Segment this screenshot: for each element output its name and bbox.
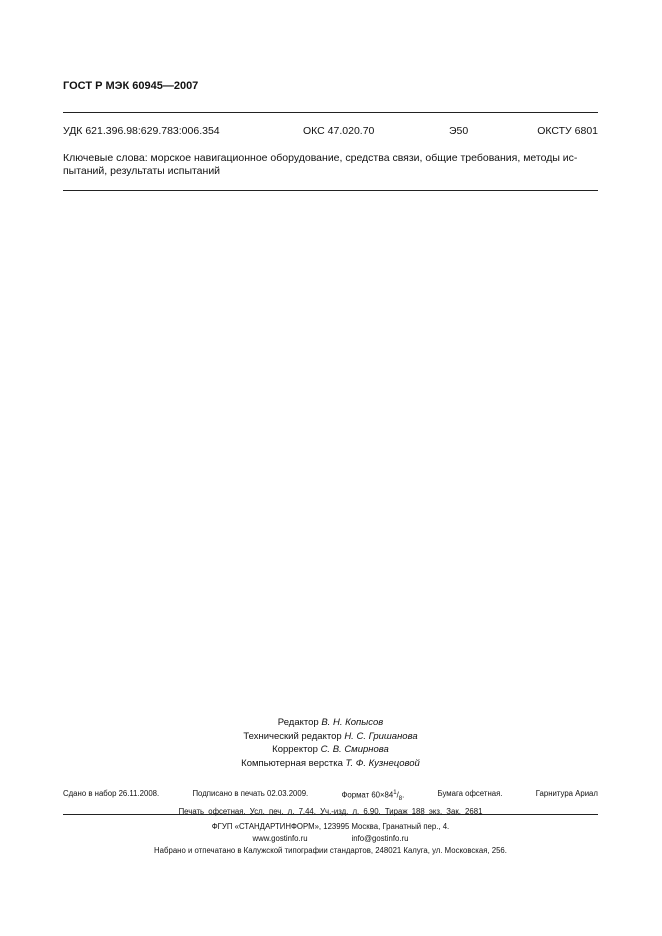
publisher-block	[63, 821, 598, 857]
oks-code: ОКС 47.020.70	[303, 125, 375, 137]
printer-info: Набрано и отпечатано в Калужской типографии стандартов, 248021 Калуга, ул. Московская, 256.	[154, 846, 507, 855]
print-info	[63, 788, 598, 817]
print-info-line-1: Сдано в набор 26.11.2008. Подписано в печать 02.03.2009. Формат $60\times 84^1/_8$. Бумага офсетная. Гарнитура Ариал	[63, 788, 598, 806]
okstu-code: ОКСТУ 6801	[537, 125, 598, 137]
udk-code: УДК 621.396.98:629.783:006.354	[63, 125, 220, 137]
publisher-address: ФГУП «СТАНДАРТИНФОРМ», 123995 Москва, Гранатный пер., 4.	[211, 822, 450, 831]
credit-editor: Редактор В. Н. Копысов	[277, 717, 384, 728]
credit-layout: Компьютерная верстка Т. Ф. Кузнецовой	[241, 757, 420, 769]
publisher-divider	[63, 814, 598, 815]
publisher-email: info@gostinfo.ru	[351, 834, 409, 843]
top-divider	[63, 112, 598, 113]
credit-corrector: Корректор С. В. Смирнова	[272, 744, 389, 755]
publisher-website: www.gostinfo.ru	[252, 834, 308, 843]
keywords: Ключевые слова: морское навигационное оборудование, средства связи, общие требования, методы ис-пытаний, результаты испытаний	[63, 152, 578, 177]
group-code: Э50	[449, 125, 469, 137]
paper-format: Формат $60\times 84^1/_8$.	[341, 790, 405, 803]
print-info-line-2: Печать офсетная. Усл. печ. л. 7,44. Уч.-изд. л. 6,90. Тираж 188 экз. Зак. 2681	[178, 806, 483, 816]
credit-tech-editor: Технический редактор Н. С. Гришанова	[243, 730, 418, 742]
credits-block	[63, 716, 598, 770]
publisher-contacts	[63, 833, 598, 845]
keywords-divider	[63, 190, 598, 191]
document-code: ГОСТ Р МЭК 60945—2007	[63, 80, 199, 92]
